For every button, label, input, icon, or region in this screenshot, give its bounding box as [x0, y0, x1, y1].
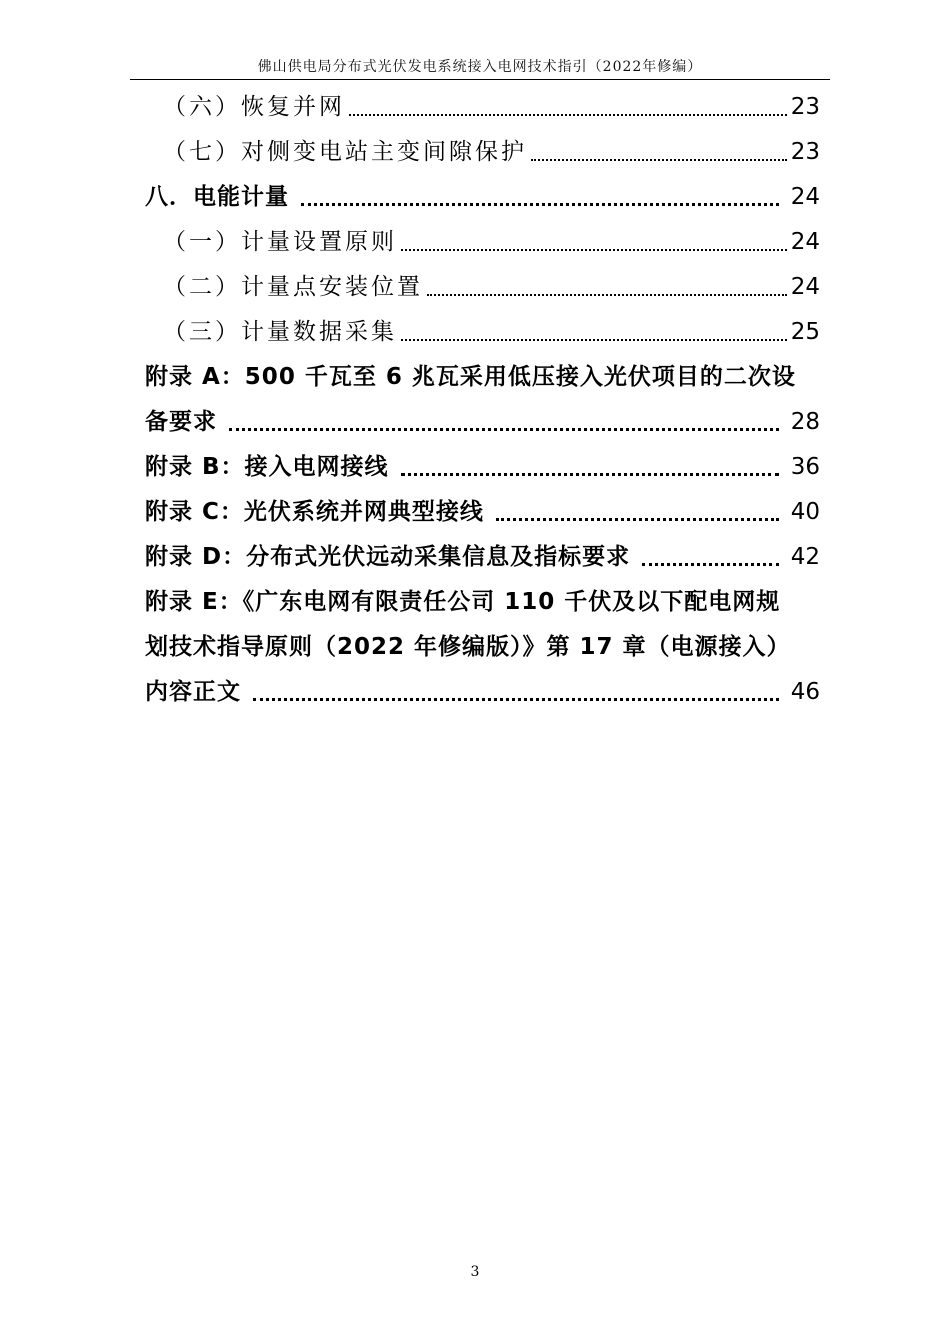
- toc-entry-label: （一）计量设置原则: [163, 229, 397, 255]
- toc-entry-appendix-a[interactable]: [145, 400, 820, 445]
- toc-entry-metering-data[interactable]: [145, 310, 820, 355]
- dot-leader: [496, 518, 779, 521]
- toc-entry-page: 40: [790, 499, 820, 525]
- toc-entry-page: 23: [790, 139, 820, 165]
- dot-leader: [301, 203, 779, 206]
- toc-entry-label: 内容正文: [145, 679, 241, 705]
- dot-leader: [401, 249, 787, 251]
- toc-entry-page: 36: [790, 454, 820, 480]
- toc-entry-page: 23: [790, 94, 820, 120]
- toc-entry-label: 备要求: [145, 409, 217, 435]
- header-rule: [130, 79, 830, 80]
- toc-entry-label: （七）对侧变电站主变间隙保护: [163, 139, 527, 165]
- dot-leader: [642, 563, 779, 566]
- toc-entry-label: （三）计量数据采集: [163, 319, 397, 345]
- toc-entry-appendix-c[interactable]: [145, 490, 820, 535]
- table-of-contents: [145, 85, 820, 715]
- toc-entry-appendix-e-line1[interactable]: 附录 E：《广东电网有限责任公司 110 千伏及以下配电网规: [145, 589, 781, 615]
- toc-entry-page: 25: [790, 319, 820, 345]
- toc-entry-metering-location[interactable]: [145, 265, 820, 310]
- toc-entry-gap-protection[interactable]: [145, 130, 820, 175]
- dot-leader: [427, 294, 787, 296]
- toc-entry-label: （六）恢复并网: [163, 94, 345, 120]
- dot-leader: [531, 159, 787, 161]
- toc-entry-page: 24: [790, 184, 820, 210]
- dot-leader: [401, 473, 779, 476]
- page-number: 3: [470, 1264, 480, 1280]
- toc-entry-appendix-d[interactable]: [145, 535, 820, 580]
- toc-entry-appendix-a-line1[interactable]: 附录 A：500 千瓦至 6 兆瓦采用低压接入光伏项目的二次设: [145, 364, 796, 390]
- running-header: 佛山供电局分布式光伏发电系统接入电网技术指引（2022年修编）: [257, 59, 703, 75]
- toc-entry-label: （二）计量点安装位置: [163, 274, 423, 300]
- dot-leader: [229, 428, 779, 431]
- dot-leader: [401, 339, 787, 341]
- toc-entry-recover-grid[interactable]: [145, 85, 820, 130]
- toc-entry-page: 28: [790, 409, 820, 435]
- toc-entry-section-8[interactable]: [145, 175, 820, 220]
- toc-entry-metering-principle[interactable]: [145, 220, 820, 265]
- toc-entry-label: 附录 B：接入电网接线: [145, 454, 389, 480]
- toc-entry-appendix-b[interactable]: [145, 445, 820, 490]
- toc-entry-label: 八．电能计量: [145, 184, 289, 210]
- toc-entry-appendix-e-line2[interactable]: 划技术指导原则（2022 年修编版）》第 17 章（电源接入）: [145, 634, 791, 660]
- toc-entry-page: 24: [790, 229, 820, 255]
- toc-entry-label: 附录 C：光伏系统并网典型接线: [145, 499, 484, 525]
- dot-leader: [253, 698, 779, 701]
- toc-entry-page: 42: [790, 544, 820, 570]
- toc-entry-page: 46: [790, 679, 820, 705]
- toc-entry-page: 24: [790, 274, 820, 300]
- dot-leader: [349, 114, 787, 116]
- toc-entry-appendix-e[interactable]: [145, 670, 820, 715]
- toc-entry-label: 附录 D：分布式光伏远动采集信息及指标要求: [145, 544, 631, 570]
